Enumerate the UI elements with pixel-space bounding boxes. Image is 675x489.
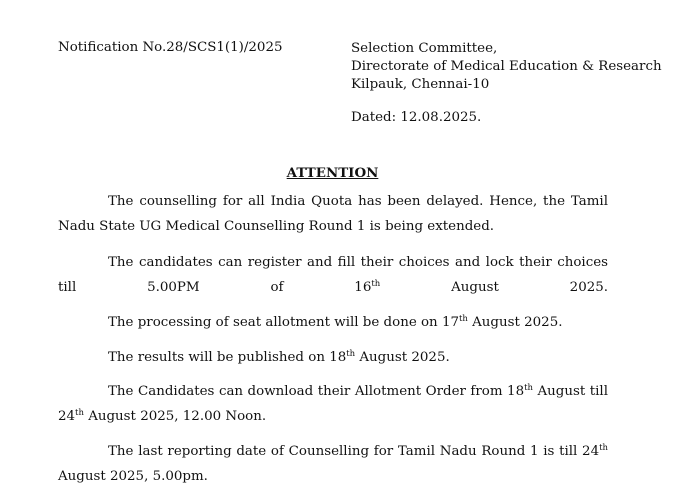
paragraph-registration-deadline: The candidates can register and fill their choices and lock their choices till 5.00PM of 16th August 2025. [58,255,609,295]
address-line-3: Kilpauk, Chennai-10 [351,77,490,92]
issuer-address [351,40,662,94]
paragraph-results: The results will be published on 18th August 2025. [108,349,450,365]
notification-number: Notification No.28/SCS1(1)/2025 [58,40,283,55]
paragraph-seat-allotment: The processing of seat allotment will be done on 17th August 2025. [108,314,563,330]
address-line-2: Directorate of Medical Education & Research [351,59,662,74]
address-line-1: Selection Committee, [351,41,498,56]
notice-date: Dated: 12.08.2025. [351,110,482,125]
paragraph-allotment-order: The Candidates can download their Allotment Order from 18th August till 24th August 2025, 12.00 Noon. [58,383,608,424]
notice-title: ATTENTION [286,165,379,181]
paragraph-counselling-delay: The counselling for all India Quota has been delayed. Hence, the Tamil Nadu State UG Medical Counselling Round 1 is being extended. [58,194,608,234]
paragraph-reporting-date: The last reporting date of Counselling for Tamil Nadu Round 1 is till 24th August 2025, 5.00pm. [58,443,608,484]
